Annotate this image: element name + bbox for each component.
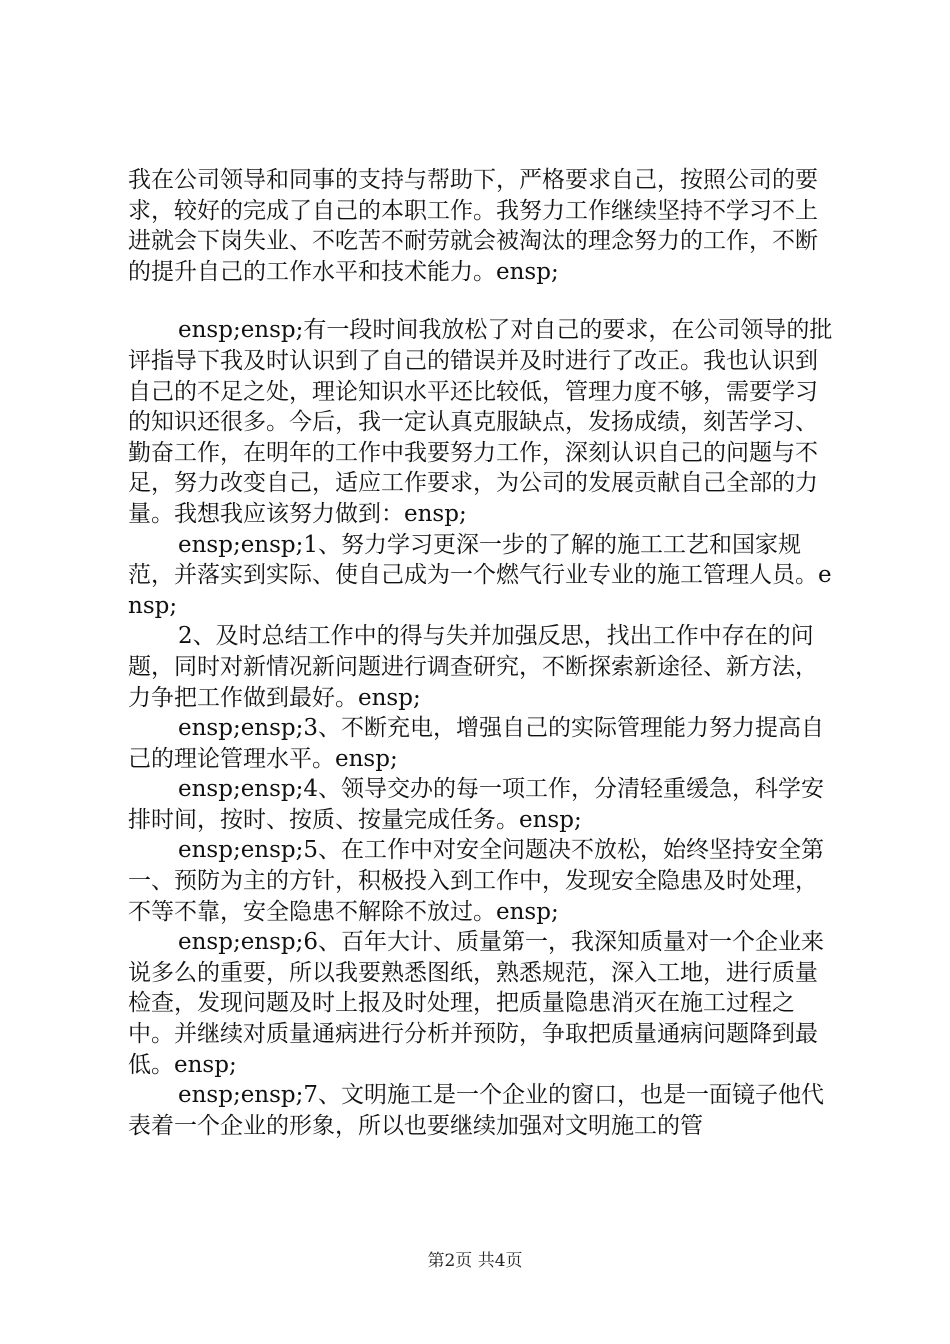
paragraph-item-4: ensp;ensp;4、领导交办的每一项工作，分清轻重缓急，科学安排时间，按时、按质、按量完成任务。ensp;	[128, 776, 825, 833]
paragraph-gap	[128, 287, 840, 315]
document-body	[128, 165, 840, 1141]
paragraph-item-5: ensp;ensp;5、在工作中对安全问题决不放松，始终坚持安全第一、预防为主的方针，积极投入到工作中，发现安全隐患及时处理，不等不靠，安全隐患不解除不放过。ensp;	[128, 837, 825, 925]
paragraph-self-review: ensp;ensp;有一段时间我放松了对自己的要求，在公司领导的批评指导下我及时认识到了自己的错误并及时进行了改正。我也认识到自己的不足之处，理论知识水平还比较低，管理力度不够，需要学习的知识还很多。今后，我一定认真克服缺点，发扬成绩，刻苦学习、勤奋工作，在明年的工作中我要努力工作，深刻认识自己的问题与不足，努力改变自己，适应工作要求，为公司的发展贡献自己全部的力量。我想我应该努力做到：ensp;	[128, 317, 833, 527]
paragraph-item-1: ensp;ensp;1、努力学习更深一步的了解的施工工艺和国家规范，并落实到实际、使自己成为一个燃气行业专业的施工管理人员。ensp;	[128, 531, 832, 619]
paragraph-item-2: 2、及时总结工作中的得与失并加强反思，找出工作中存在的问题，同时对新情况新问题进行调查研究，不断探索新途径、新方法，力争把工作做到最好。ensp;	[128, 623, 818, 711]
paragraph-item-6: ensp;ensp;6、百年大计、质量第一，我深知质量对一个企业来说多么的重要，所以我要熟悉图纸，熟悉规范，深入工地，进行质量检查，发现问题及时上报及时处理，把质量隐患消灭在施工过程之中。并继续对质量通病进行分析并预防，争取把质量通病问题降到最低。ensp;	[128, 929, 825, 1078]
paragraph-intro: 我在公司领导和同事的支持与帮助下，严格要求自己，按照公司的要求，较好的完成了自己的本职工作。我努力工作继续坚持不学习不上进就会下岗失业、不吃苦不耐劳就会被淘汰的理念努力的工作，不断的提升自己的工作水平和技术能力。ensp;	[128, 167, 818, 285]
page-number-footer: 第2页 共4页	[427, 1251, 523, 1271]
paragraph-item-7: ensp;ensp;7、文明施工是一个企业的窗口，也是一面镜子他代表着一个企业的形象，所以也要继续加强对文明施工的管	[128, 1082, 825, 1139]
paragraph-item-3: ensp;ensp;3、不断充电，增强自己的实际管理能力努力提高自己的理论管理水平。ensp;	[128, 715, 825, 772]
